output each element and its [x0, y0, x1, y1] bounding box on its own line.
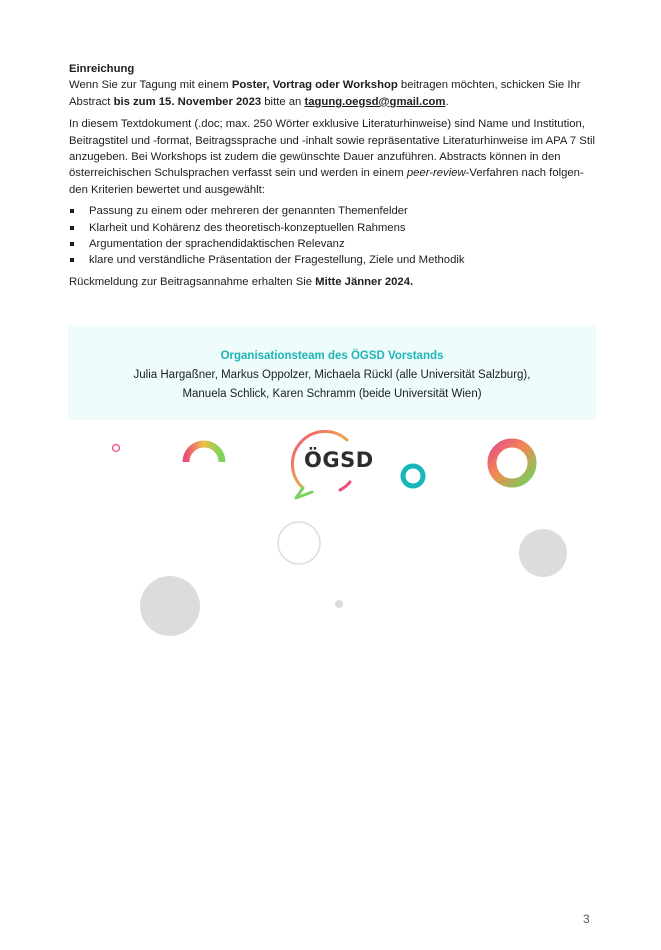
intro-text-1: Wenn Sie zur Tagung mit einem	[69, 79, 232, 92]
bullet-icon	[70, 226, 74, 230]
intro-text-2: beitragen möchten, schicken Sie Ihr Abstract	[69, 79, 581, 108]
page-number: 3	[583, 912, 590, 926]
criteria-text: Klarheit und Kohärenz des theoretisch-konzeptuellen Rahmens	[89, 221, 406, 234]
gray-dot-right	[519, 529, 567, 577]
intro-deadline: bis zum 15. November 2023	[113, 95, 262, 108]
details-peer-review: peer-review	[406, 167, 466, 180]
section-heading: Einreichung	[69, 63, 135, 75]
list-item	[69, 236, 597, 252]
gray-dot-small	[335, 600, 343, 608]
details-paragraph	[69, 116, 597, 198]
email-link[interactable]: tagung.oegsd@gmail.com	[304, 95, 446, 108]
intro-paragraph	[69, 77, 597, 110]
organisation-members-line-1: Julia Hargaßner, Markus Oppolzer, Michaela Rückl (alle Universität Salzburg),	[133, 369, 531, 381]
teal-ring	[403, 466, 423, 486]
gradient-arc-shape	[186, 444, 222, 462]
submission-section	[69, 61, 597, 290]
gradient-ring	[492, 443, 532, 483]
gray-ring	[278, 522, 320, 564]
bullet-icon	[70, 242, 74, 246]
organisation-box	[68, 326, 596, 420]
bullet-icon	[70, 209, 74, 213]
list-item	[69, 203, 597, 219]
criteria-text: Passung zu einem oder mehreren der genannten Themenfelder	[89, 205, 408, 218]
organisation-title: Organisationsteam des ÖGSD Vorstands	[220, 350, 444, 362]
intro-formats: Poster, Vortrag oder Workshop	[231, 79, 398, 92]
bullet-icon	[70, 258, 74, 262]
feedback-date: Mitte Jänner 2024.	[315, 275, 414, 288]
details-text-2: -Verfahren nach folgen-den Kriterien bewertet und ausgewählt:	[69, 167, 584, 196]
small-pink-ring	[113, 445, 120, 452]
intro-text-4: .	[445, 95, 449, 108]
intro-text-3: bitte an	[261, 95, 305, 108]
details-text-1: In diesem Textdokument (.doc; max. 250 Wörter exklusive Literaturhinweise) sind Name und Institution, Beitragstitel und -format, Beitragssprache und -inhalt sowie repräsentative Literaturhinweise im APA 7 Stil anzugeben. Bei Workshops ist zudem die gewünschte Dauer anzuführen. Abstracts können in den österreichischen Schulsprachen verfasst sein und werden in einem	[69, 118, 595, 180]
list-item	[69, 220, 597, 236]
feedback-text: Rückmeldung zur Beitragsannahme erhalten Sie	[69, 275, 316, 288]
gray-dot-large	[140, 576, 200, 636]
oegsd-logo-text: ÖGSD	[304, 448, 374, 472]
feedback-paragraph	[69, 274, 597, 290]
criteria-text: klare und verständliche Präsentation der Fragestellung, Ziele und Methodik	[89, 254, 465, 267]
list-item	[69, 252, 597, 268]
criteria-list	[69, 203, 597, 269]
organisation-members-line-2: Manuela Schlick, Karen Schramm (beide Universität Wien)	[182, 388, 482, 400]
criteria-text: Argumentation der sprachendidaktischen Relevanz	[89, 238, 345, 251]
